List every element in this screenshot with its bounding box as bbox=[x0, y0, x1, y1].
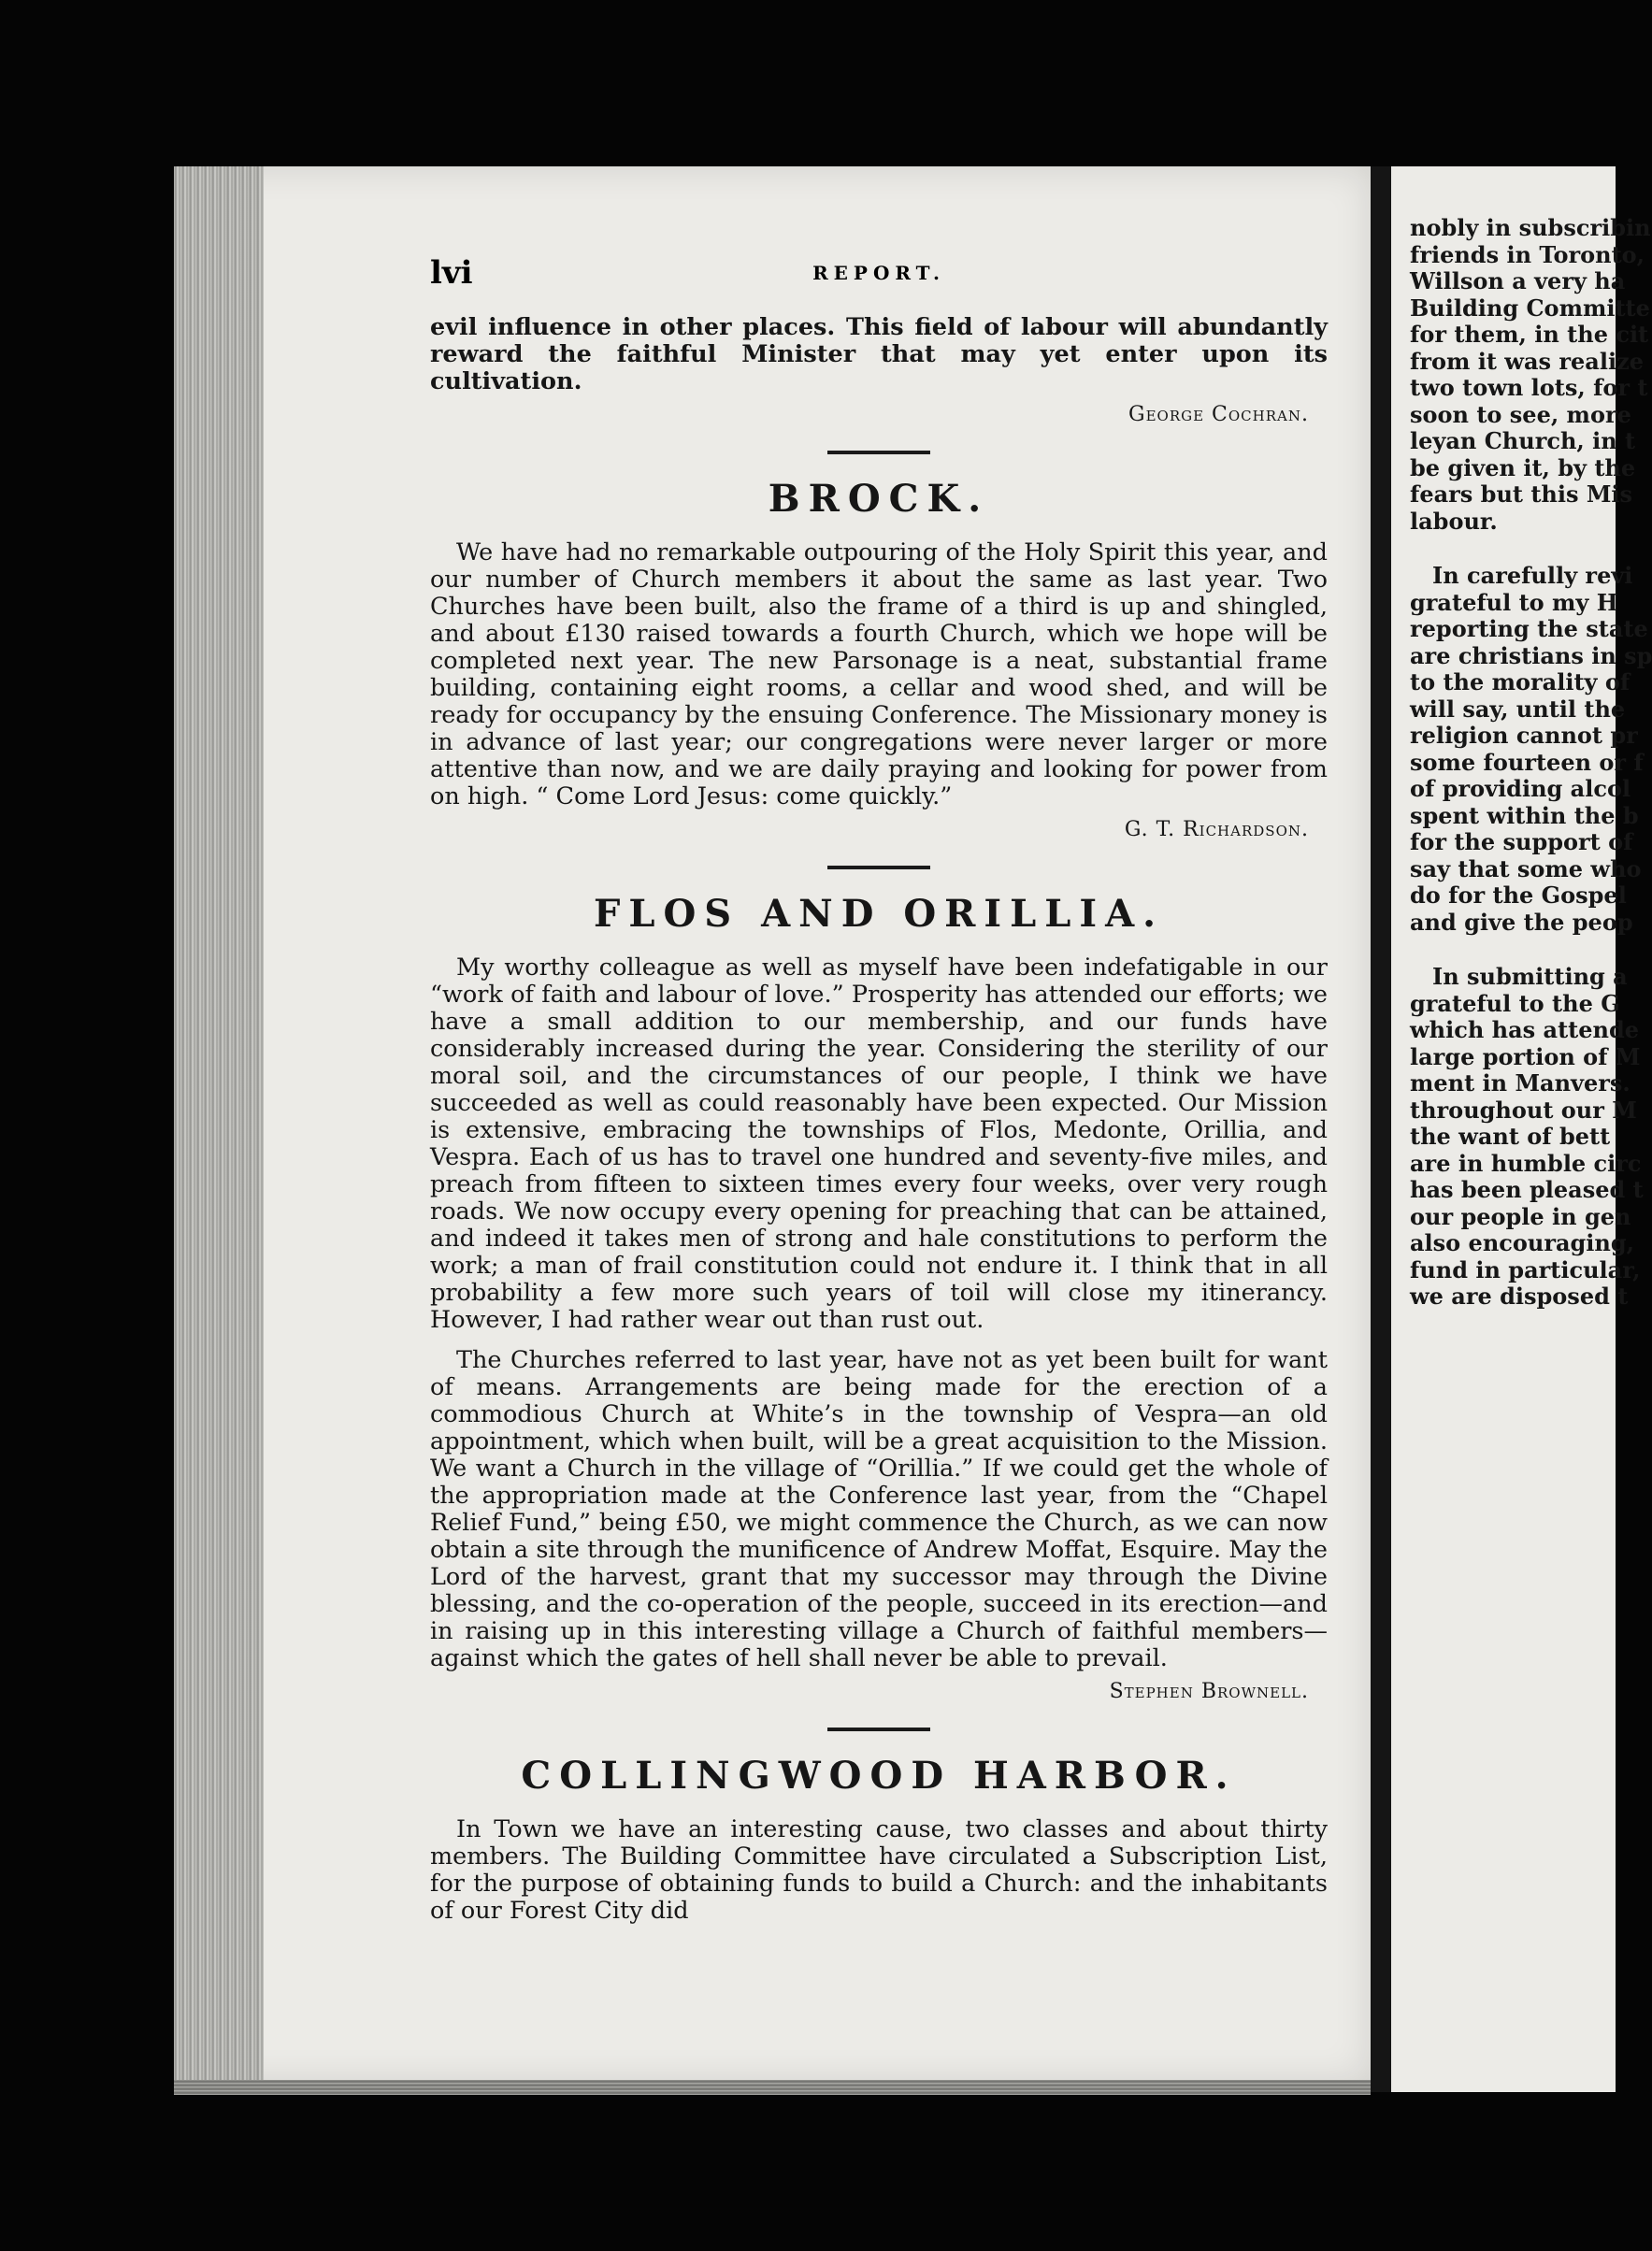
right-page-line: of providing alcol bbox=[1410, 775, 1631, 802]
collingwood-paragraph: In Town we have an interesting cause, two classes and about thirty members. The Building Committee have circulated a Subscription List, for the purpose of obtaining funds to build a Church: and the inhabitants of our Forest City did bbox=[430, 1815, 1328, 1925]
right-page-line: In submitting a bbox=[1432, 963, 1628, 990]
book-gutter bbox=[1371, 166, 1391, 2092]
right-page-line: soon to see, more bbox=[1410, 400, 1631, 428]
section-title-collingwood: COLLINGWOOD HARBOR. bbox=[521, 1754, 1237, 1798]
right-page-line: spent within the b bbox=[1410, 801, 1639, 829]
section-divider bbox=[827, 866, 930, 869]
right-page-line: In carefully revi bbox=[1432, 562, 1633, 589]
page-bottom-edge bbox=[174, 2080, 1371, 2095]
right-page-line: grateful to the G bbox=[1410, 989, 1620, 1017]
right-page-text bbox=[1410, 214, 1652, 1311]
right-page-line: will say, until the bbox=[1410, 695, 1626, 723]
right-page-line: from it was realize bbox=[1410, 347, 1644, 375]
page-header bbox=[430, 254, 1328, 292]
right-page-line: leyan Church, in t bbox=[1410, 427, 1636, 454]
right-page-line: are in humble circ bbox=[1410, 1149, 1642, 1177]
section-divider bbox=[827, 1728, 930, 1731]
right-page-line: labour. bbox=[1410, 507, 1498, 535]
right-page-line: we are disposed t bbox=[1410, 1283, 1629, 1310]
right-page-line: our people in gen bbox=[1410, 1202, 1631, 1230]
right-page-line: throughout our M bbox=[1410, 1096, 1637, 1124]
right-page-line: some fourteen or f bbox=[1410, 748, 1644, 776]
right-page-line: friends in Toronto, bbox=[1410, 240, 1645, 268]
running-head: REPORT. bbox=[812, 262, 945, 284]
page-edges bbox=[174, 166, 264, 2083]
right-page-line: has been pleased t bbox=[1410, 1176, 1644, 1203]
right-page-line: large portion of M bbox=[1410, 1042, 1641, 1070]
right-page-line: say that some who bbox=[1410, 854, 1642, 882]
page-content bbox=[430, 314, 1328, 1925]
signature-cochran: George Cochran. bbox=[1128, 403, 1309, 426]
right-page-line: Building Committe bbox=[1410, 294, 1650, 322]
right-page-line: fears but this Mis bbox=[1410, 480, 1633, 508]
right-page-line: and give the peop bbox=[1410, 908, 1633, 936]
intro-paragraph: evil influence in other places. This field of labour will abundantly reward the faithful Minister that may yet enter upon its cultivation. bbox=[430, 313, 1328, 395]
right-page-line: two town lots, for t bbox=[1410, 374, 1648, 401]
right-page-line: which has attende bbox=[1410, 1016, 1640, 1043]
brock-paragraph: We have had no remarkable outpouring of the Holy Spirit this year, and our number of Church members it about the same as last year. Two Churches have been built, also the frame of a third is up and shingled, and about £130 raised towards a fourth Church, which we hope will be completed next year. The new Parsonage is a neat, substantial frame building, containing eight rooms, a cellar and wood shed, and will be ready for occupancy by the ensuing Conference. The Missionary money is in advance of last year; our congregations were never larger or more attentive than now, and we are daily praying and looking for power from on high. “ Come Lord Jesus: come quickly.” bbox=[430, 538, 1328, 810]
right-page-line: ment in Manvers. bbox=[1410, 1069, 1630, 1097]
paragraph-gap bbox=[1410, 535, 1634, 563]
right-page-line: reporting the state bbox=[1410, 615, 1648, 642]
right-page-line: grateful to my H bbox=[1410, 588, 1618, 616]
right-page-line: be given it, by the bbox=[1410, 453, 1636, 481]
right-page-line: for the support of bbox=[1410, 828, 1633, 855]
right-page-line: also encouraging, bbox=[1410, 1229, 1635, 1256]
right-page-line: are christians in sp bbox=[1410, 641, 1652, 669]
right-page-line: for them, in the cit bbox=[1410, 321, 1649, 348]
right-page-line: do for the Gospel bbox=[1410, 882, 1627, 909]
flos-paragraph-1: My worthy colleague as well as myself have been indefatigable in our “work of faith and labour of love.” Prosperity has attended our efforts; we have a small addition to our membership, and our funds have considerably increased during the year. Considering the sterility of our moral soil, and the circumstances of our people, I think we have succeeded as well as could reasonably have been expected. Our Mission is extensive, embracing the townships of Flos, Medonte, Orillia, and Vespra. Each of us has to travel one hundred and seventy-five miles, and preach from fifteen to sixteen times every four weeks, over very rough roads. We now occupy every opening for preaching that can be attained, and indeed it takes men of strong and hale constitutions to perform the work; a man of frail constitution could not endure it. I think that in all probability a few more such years of toil will close my itinerancy. However, I had rather wear out than rust out. bbox=[430, 953, 1328, 1334]
right-page-line: religion cannot pr bbox=[1410, 722, 1638, 749]
right-page-line: the want of bett bbox=[1410, 1123, 1611, 1150]
right-page-line: to the morality of bbox=[1410, 668, 1630, 695]
section-title-flos-orillia: FLOS AND ORILLIA. bbox=[593, 892, 1165, 936]
paragraph-gap bbox=[1410, 936, 1634, 964]
right-page-line: Willson a very ha bbox=[1410, 267, 1626, 294]
signature-richardson: G. T. Richardson. bbox=[1124, 818, 1309, 841]
flos-paragraph-2: The Churches referred to last year, have not as yet been built for want of means. Arrangements are being made for the erection of a commodious Church at White’s in the township of Vespra—an old appointment, which when built, will be a great acquisition to the Mission. We want a Church in the village of “Orillia.” If we could get the whole of the appropriation made at the Conference last year, from the “Chapel Relief Fund,” being £50, we might commence the Church, as we can now obtain a site through the munificence of Andrew Moffat, Esquire. May the Lord of the harvest, grant that my successor may through the Divine blessing, and the co-operation of the people, succeed in its erection—and in raising up in this interesting village a Church of faithful members—against which the gates of hell shall never be able to prevail. bbox=[430, 1346, 1328, 1672]
right-page-line: nobly in subscribin bbox=[1410, 214, 1651, 241]
section-title-brock: BROCK. bbox=[768, 477, 990, 521]
right-page-line: fund in particular, bbox=[1410, 1255, 1641, 1283]
page-number: lvi bbox=[430, 254, 473, 292]
signature-brownell: Stephen Brownell. bbox=[1109, 1680, 1309, 1703]
section-divider bbox=[827, 451, 930, 454]
right-page bbox=[1391, 166, 1652, 2092]
